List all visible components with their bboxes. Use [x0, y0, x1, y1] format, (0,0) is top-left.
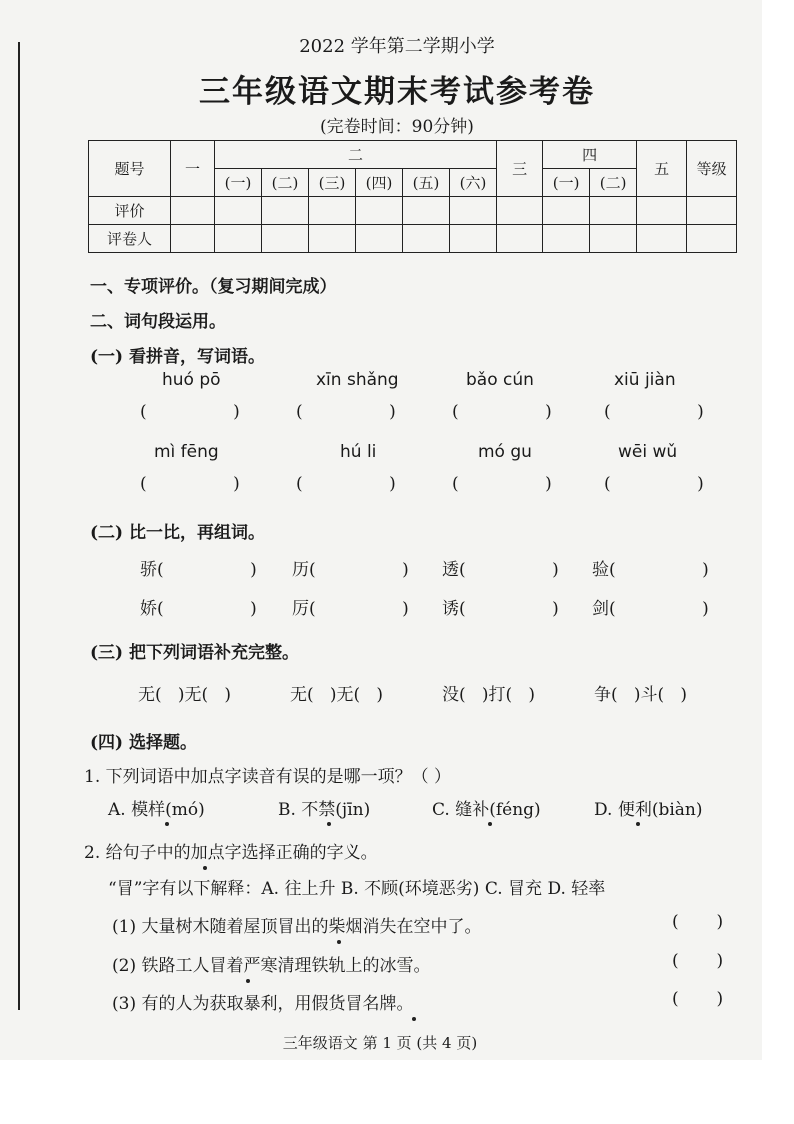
score-cell[interactable] [637, 225, 687, 253]
score-cell[interactable] [590, 197, 637, 225]
compare-item[interactable]: 透( ) [442, 560, 559, 580]
score-cell[interactable] [497, 197, 543, 225]
question-1: 1. 下列词语中加点字读音有误的是哪一项？（ ） [84, 767, 452, 787]
emphasis-dot [337, 940, 341, 944]
emphasis-dot [412, 1017, 416, 1021]
idiom-blank-2[interactable] [290, 680, 383, 705]
emphasis-dot [488, 822, 492, 826]
idiom-blank-1[interactable] [138, 680, 231, 705]
score-cell[interactable] [637, 197, 687, 225]
score-cell[interactable] [497, 225, 543, 253]
idiom-fragment: ) [224, 685, 231, 705]
pinyin-prompt: xīn shǎng [316, 370, 399, 390]
score-cell[interactable] [403, 197, 450, 225]
idiom-fragment: )无( [177, 685, 209, 705]
score-cell[interactable] [450, 197, 497, 225]
binding-line [18, 42, 20, 1010]
compare-item[interactable]: 剑( ) [592, 599, 709, 619]
compare-char: 历 [292, 560, 309, 580]
exam-duration: (完卷时间：90分钟) [320, 117, 474, 137]
part-3-heading: (三) 把下列词语补充完整。 [90, 643, 300, 663]
compare-char: 诱 [442, 599, 459, 619]
header-si-part: (二) [590, 169, 637, 197]
compare-char: 透 [442, 560, 459, 580]
page-footer: 三年级语文 第 1 页 (共 4 页) [282, 1034, 478, 1052]
header-tihao: 题号 [89, 141, 171, 197]
idiom-fragment: ) [528, 685, 535, 705]
header-er: 二 [215, 141, 497, 169]
header-si: 四 [543, 141, 637, 169]
question-2: 2. 给句子中的加点字选择正确的字义。 [84, 843, 378, 863]
score-cell[interactable] [309, 197, 356, 225]
score-cell[interactable] [403, 225, 450, 253]
part-4-heading: (四) 选择题。 [90, 733, 198, 753]
header-er-part: (四) [356, 169, 403, 197]
q2-item-2: (2) 铁路工人冒着严寒清理铁轨上的冰雪。 [112, 956, 431, 976]
q2-answer-1[interactable]: ( ) [672, 912, 724, 932]
idiom-fragment: 没( [442, 685, 466, 705]
pinyin-prompt: huó pō [162, 370, 221, 390]
row-label-pingjia: 评价 [89, 197, 171, 225]
score-cell[interactable] [171, 225, 215, 253]
pinyin-prompt: bǎo cún [466, 370, 534, 390]
score-cell[interactable] [215, 197, 262, 225]
score-cell[interactable] [215, 225, 262, 253]
pinyin-prompt: xiū jiàn [614, 370, 676, 390]
idiom-blank-4[interactable] [594, 680, 687, 705]
idiom-fragment: 无( [138, 685, 162, 705]
header-dengji: 等级 [687, 141, 737, 197]
answer-blank[interactable]: ( ) [604, 474, 704, 494]
score-cell[interactable] [687, 197, 737, 225]
idiom-fragment: 无( [290, 685, 314, 705]
idiom-blank-3[interactable] [442, 680, 535, 705]
pinyin-prompt: mì fēng [154, 442, 219, 462]
score-cell[interactable] [262, 197, 309, 225]
answer-blank[interactable]: ( ) [140, 402, 240, 422]
compare-char: 验 [592, 560, 609, 580]
compare-item[interactable]: 验( ) [592, 560, 709, 580]
q1-option-b[interactable]: B. 不禁(jīn) [278, 800, 371, 820]
q2-item-3: (3) 有的人为获取暴利，用假货冒名牌。 [112, 994, 414, 1014]
score-cell[interactable] [543, 197, 590, 225]
score-cell[interactable] [687, 225, 737, 253]
pinyin-prompt: wēi wǔ [618, 442, 678, 462]
answer-blank[interactable]: ( ) [296, 474, 396, 494]
exam-title: 三年级语文期末考试参考卷 [199, 74, 595, 110]
emphasis-dot [165, 822, 169, 826]
compare-char: 厉 [292, 599, 309, 619]
compare-item[interactable]: 厉( ) [292, 599, 409, 619]
score-cell[interactable] [356, 225, 403, 253]
emphasis-dot [246, 979, 250, 983]
q1-option-a[interactable]: A. 模样(mó) [108, 800, 205, 820]
header-er-part: (三) [309, 169, 356, 197]
compare-char: 娇 [140, 599, 157, 619]
compare-item[interactable]: 骄( ) [140, 560, 257, 580]
idiom-fragment: )打( [481, 685, 513, 705]
answer-blank[interactable]: ( ) [296, 402, 396, 422]
pinyin-prompt: hú li [340, 442, 377, 462]
compare-char: 剑 [592, 599, 609, 619]
idiom-fragment: )斗( [633, 685, 665, 705]
score-cell[interactable] [309, 225, 356, 253]
compare-item[interactable]: 诱( ) [442, 599, 559, 619]
answer-blank[interactable]: ( ) [140, 474, 240, 494]
emphasis-dot [203, 866, 207, 870]
idiom-fragment: 争( [594, 685, 618, 705]
idiom-fragment: ) [680, 685, 687, 705]
part-2-heading: (二) 比一比，再组词。 [90, 523, 266, 543]
header-wu: 五 [637, 141, 687, 197]
score-cell[interactable] [171, 197, 215, 225]
header-si-part: (一) [543, 169, 590, 197]
q2-answer-2[interactable]: ( ) [672, 951, 724, 971]
score-cell[interactable] [262, 225, 309, 253]
header-er-part: (五) [403, 169, 450, 197]
compare-item[interactable]: 历( ) [292, 560, 409, 580]
compare-char: 骄 [140, 560, 157, 580]
emphasis-dot [636, 822, 640, 826]
exam-subtitle: 2022 学年第二学期小学 [299, 36, 495, 57]
header-er-part: (六) [450, 169, 497, 197]
section-1-heading: 一、专项评价。（复习期间完成） [90, 277, 337, 297]
part-1-heading: (一) 看拼音，写词语。 [90, 347, 266, 367]
answer-blank[interactable]: ( ) [604, 402, 704, 422]
pinyin-prompt: mó gu [478, 442, 532, 462]
row-label-pingjuanren: 评卷人 [89, 225, 171, 253]
idiom-fragment: )无( [329, 685, 361, 705]
idiom-fragment: ) [376, 685, 383, 705]
q2-definitions: “冒”字有以下解释：A. 往上升 B. 不顾(环境恶劣) C. 冒充 D. 轻率 [108, 879, 606, 899]
q2-item-1: (1) 大量树木随着屋顶冒出的柴烟消失在空中了。 [112, 917, 482, 937]
score-cell[interactable] [356, 197, 403, 225]
header-er-part: (二) [262, 169, 309, 197]
answer-blank[interactable]: ( ) [452, 402, 552, 422]
header-san: 三 [497, 141, 543, 197]
emphasis-dot [327, 822, 331, 826]
score-table [88, 140, 737, 253]
header-er-part: (一) [215, 169, 262, 197]
score-cell[interactable] [590, 225, 637, 253]
q1-option-c[interactable]: C. 缝补(féng) [432, 800, 541, 820]
answer-blank[interactable]: ( ) [452, 474, 552, 494]
section-2-heading: 二、词句段运用。 [90, 312, 226, 332]
q1-option-d[interactable]: D. 便利(biàn) [594, 800, 703, 820]
score-cell[interactable] [450, 225, 497, 253]
score-cell[interactable] [543, 225, 590, 253]
q2-answer-3[interactable]: ( ) [672, 989, 724, 1009]
header-yi: 一 [171, 141, 215, 197]
compare-item[interactable]: 娇( ) [140, 599, 257, 619]
